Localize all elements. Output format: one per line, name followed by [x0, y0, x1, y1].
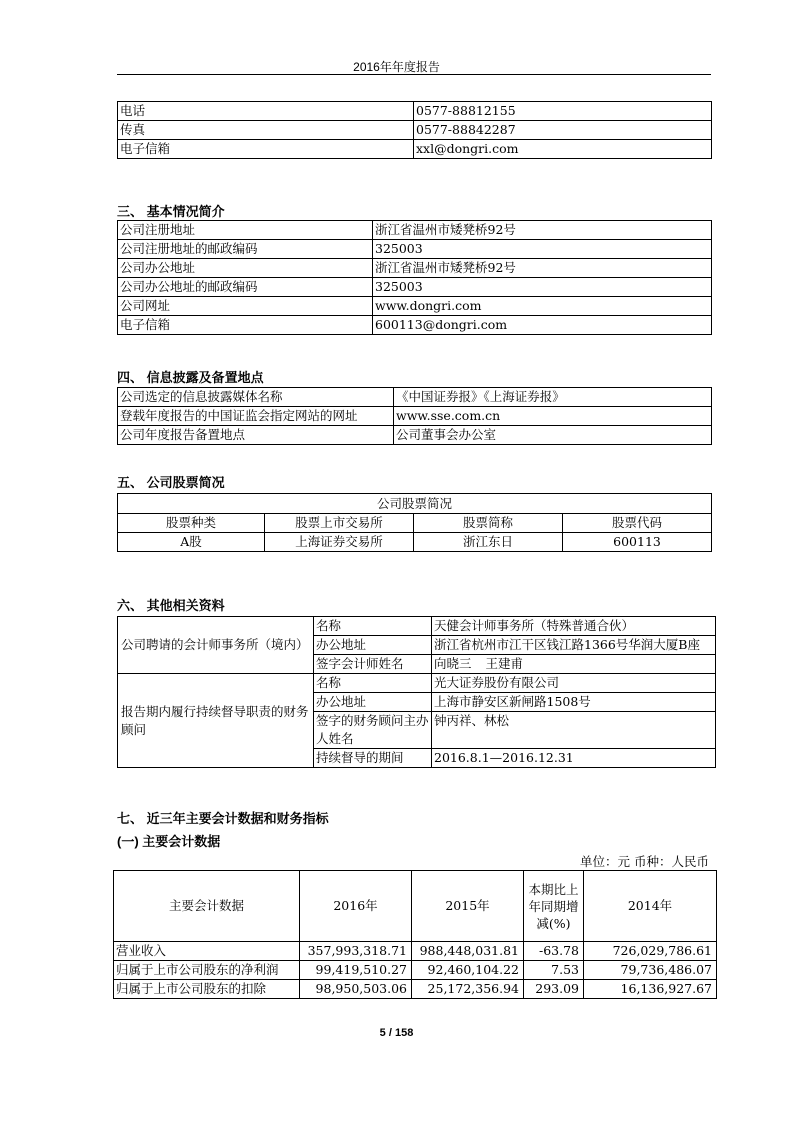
table-row [118, 617, 716, 636]
table-cell: 98,950,503.06 [300, 980, 412, 999]
advisor-label: 报告期内履行持续督导职责的财务顾问 [118, 674, 314, 768]
table-cell: 25,172,356.94 [412, 980, 524, 999]
table-row [118, 121, 712, 140]
value-cell: 600113@dongri.com [373, 316, 712, 335]
financial-table [113, 870, 717, 999]
value-cell: 向晓三 王建甫 [432, 655, 716, 674]
table-row [118, 674, 716, 693]
label-cell: 登载年度报告的中国证监会指定网站的网址 [118, 407, 394, 426]
value-cell: 钟丙祥、林松 [432, 712, 716, 749]
row-label: 营业收入 [114, 942, 300, 961]
column-header: 2016年 [300, 871, 412, 942]
table-row [114, 961, 717, 980]
section-title-disclosure: 四、 信息披露及备置地点 [117, 370, 264, 385]
value-cell: 0577-88842287 [414, 121, 712, 140]
value-cell: 0577-88812155 [414, 102, 712, 121]
other-info-table [117, 616, 716, 768]
table-cell: -63.78 [524, 942, 584, 961]
table-cell: 99,419,510.27 [300, 961, 412, 980]
column-header: 股票代码 [563, 514, 712, 533]
column-header: 2015年 [412, 871, 524, 942]
value-cell: 《中国证券报》《上海证券报》 [394, 388, 712, 407]
subsection-title: (一) 主要会计数据 [117, 834, 221, 849]
column-header: 股票上市交易所 [265, 514, 414, 533]
value-cell: 浙江省温州市矮凳桥92号 [373, 221, 712, 240]
value-cell: 325003 [373, 278, 712, 297]
disclosure-table [117, 387, 712, 445]
table-row [118, 102, 712, 121]
table-cell: 726,029,786.61 [584, 942, 717, 961]
table-row [118, 388, 712, 407]
label-cell: 电子信箱 [118, 140, 414, 159]
sub-label-cell: 办公地址 [314, 636, 432, 655]
value-cell: 天健会计师事务所（特殊普通合伙） [432, 617, 716, 636]
label-cell: 公司年度报告备置地点 [118, 426, 394, 445]
basic-info-table [117, 220, 712, 335]
table-row [114, 980, 717, 999]
stock-table [117, 493, 712, 552]
table-row [118, 407, 712, 426]
label-cell: 传真 [118, 121, 414, 140]
value-cell: 浙江省杭州市江干区钱江路1366号华润大厦B座 [432, 636, 716, 655]
unit-note: 单位：元 币种：人民币 [580, 854, 709, 869]
page-header: 2016年年度报告 [353, 60, 440, 74]
row-label: 归属于上市公司股东的净利润 [114, 961, 300, 980]
page-number: 5 / 158 [379, 1027, 414, 1039]
table-caption-row [118, 494, 712, 514]
label-cell: 公司注册地址的邮政编码 [118, 240, 373, 259]
value-cell: 光大证券股份有限公司 [432, 674, 716, 693]
table-cell: 浙江东日 [414, 533, 563, 552]
table-cell: A股 [118, 533, 265, 552]
table-row [118, 533, 712, 552]
table-cell: 16,136,927.67 [584, 980, 717, 999]
table-cell: 988,448,031.81 [412, 942, 524, 961]
table-row [118, 426, 712, 445]
sub-label-cell: 名称 [314, 674, 432, 693]
table-row [118, 140, 712, 159]
label-cell: 公司网址 [118, 297, 373, 316]
table-header-row [118, 514, 712, 533]
sub-label-cell: 办公地址 [314, 693, 432, 712]
label-cell: 公司注册地址 [118, 221, 373, 240]
column-header: 股票简称 [414, 514, 563, 533]
value-cell: 325003 [373, 240, 712, 259]
value-cell: 2016.8.1—2016.12.31 [432, 749, 716, 768]
section-title-stock: 五、 公司股票简况 [117, 475, 225, 490]
value-cell: 上海市静安区新闸路1508号 [432, 693, 716, 712]
sub-label-cell: 签字的财务顾问主办人姓名 [314, 712, 432, 749]
contact-table [117, 101, 712, 159]
accountant-label: 公司聘请的会计师事务所（境内） [118, 617, 314, 674]
sub-label-cell: 持续督导的期间 [314, 749, 432, 768]
table-cell: 293.09 [524, 980, 584, 999]
sub-label-cell: 签字会计师姓名 [314, 655, 432, 674]
section-title-other-info: 六、 其他相关资料 [117, 598, 225, 613]
table-row [118, 259, 712, 278]
table-cell: 7.53 [524, 961, 584, 980]
section-title-basic-info: 三、 基本情况简介 [117, 204, 225, 219]
value-cell: www.dongri.com [373, 297, 712, 316]
table-row [118, 297, 712, 316]
table-cell: 357,993,318.71 [300, 942, 412, 961]
table-row [118, 316, 712, 335]
label-cell: 公司办公地址 [118, 259, 373, 278]
table-row [114, 942, 717, 961]
value-cell: 浙江省温州市矮凳桥92号 [373, 259, 712, 278]
table-cell: 上海证券交易所 [265, 533, 414, 552]
column-header: 主要会计数据 [114, 871, 300, 942]
column-header: 股票种类 [118, 514, 265, 533]
table-cell: 79,736,486.07 [584, 961, 717, 980]
table-header-row [114, 871, 717, 942]
row-label: 归属于上市公司股东的扣除 [114, 980, 300, 999]
table-cell: 600113 [563, 533, 712, 552]
label-cell: 电话 [118, 102, 414, 121]
table-row [118, 240, 712, 259]
value-cell: xxl@dongri.com [414, 140, 712, 159]
table-cell: 92,460,104.22 [412, 961, 524, 980]
column-header: 本期比上年同期增减(%) [524, 871, 584, 942]
table-row [118, 221, 712, 240]
header-rule [117, 74, 711, 75]
table-row [118, 278, 712, 297]
label-cell: 电子信箱 [118, 316, 373, 335]
label-cell: 公司办公地址的邮政编码 [118, 278, 373, 297]
sub-label-cell: 名称 [314, 617, 432, 636]
table-caption: 公司股票简况 [118, 494, 712, 514]
value-cell: www.sse.com.cn [394, 407, 712, 426]
section-title-financials: 七、 近三年主要会计数据和财务指标 [117, 811, 329, 826]
label-cell: 公司选定的信息披露媒体名称 [118, 388, 394, 407]
value-cell: 公司董事会办公室 [394, 426, 712, 445]
column-header: 2014年 [584, 871, 717, 942]
